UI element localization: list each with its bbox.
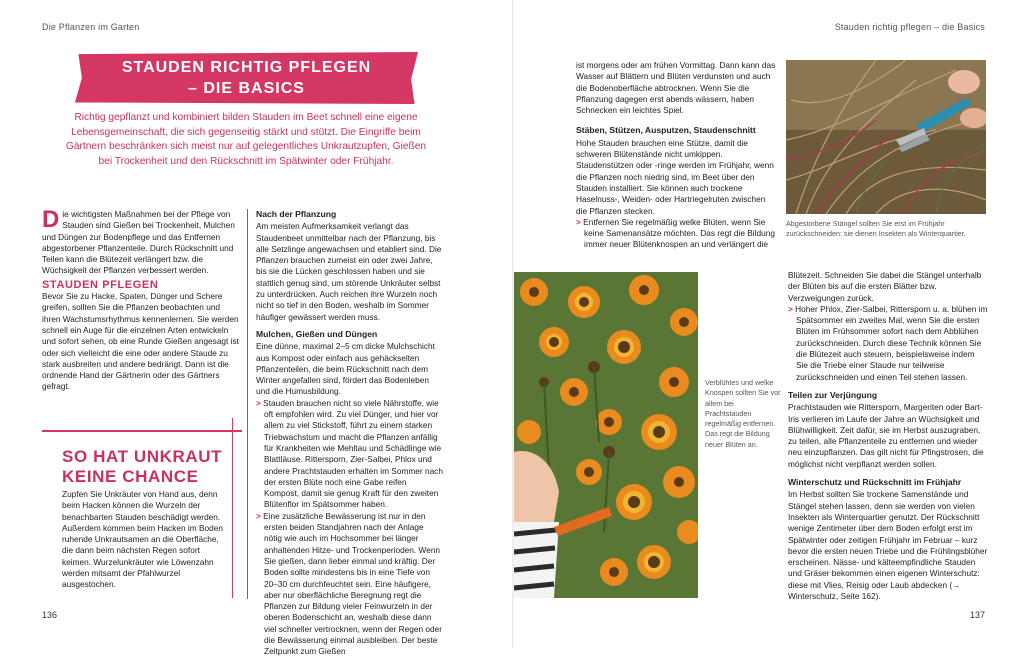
heading-nach-der-pflanzung: Nach der Pflanzung bbox=[256, 209, 337, 219]
heading-mulchen: Mulchen, Gießen und Düngen bbox=[256, 328, 378, 339]
tip-box-text: Zupfen Sie Unkräuter von Hand aus, denn beim Hacken können die Wurzeln der benachbarten Stauden beschädigt werden. Außerdem kommen beim Hacken im Boden ruhende Unkrautsamen an die Oberfläche, die dann beim nächsten Regen sofort keimen. Wurzelunkräuter wie Löwenzahn werden mitsamt der Pfahlwurzel ausgestochen. bbox=[62, 489, 223, 590]
col3-paragraph-1: ist morgens oder am frühen Vormittag. Dann kann das Wasser auf Blättern und Blüten verdunsten und auch die Bodenoberfläche abtrocknen. Wenn Sie die Pflanzung dagegen erst abends wässern, haben Schnecken ein leichtes Spiel. bbox=[576, 60, 776, 116]
col4-paragraph-2: Prachtstauden wie Rittersporn, Margeriten oder Bart-Iris verlieren im Laufe der Jahre an Wüchsigkeit und Blühwilligkeit. Zeit dafür, sie im Herbst auszugraben, zu teilen, alle Pflanzenteile zu entfernen und wieder neu einzupflanzen. Das gilt nicht für Pfingstrosen, die möglichst nicht verpflanzt werden sollen. bbox=[788, 402, 984, 469]
tip-box-heading bbox=[62, 447, 242, 487]
column-divider bbox=[247, 209, 248, 599]
col4-paragraph-3: Im Herbst sollten Sie trockene Samenstände und Stängel stehen lassen, denn sie werden von vielen Insekten als Winterquartier genutzt. Der Rückschnitt wenige Zentimeter über dem Boden erfolgt erst im Spätwinter oder zeitigen Frühjahr im Februar – kurz bevor die ersten neuen Triebe und die Frühlingsblüher erscheinen. Nässe- und kälteempfindliche Stauden und Gräser bekommen einen eigenen Winterschutz: diese mit Vlies, Reisig oder Laub abdecken (→ Winterschutz, Seite 162). bbox=[788, 489, 988, 602]
intro-text: Richtig gepflanzt und kombiniert bilden Stauden im Beet schnell eine eigene Lebensgemeinschaft, die sich gegenseitig stärkt und stützt. Die Eingriffe beim Gärtnern beschränken sich meist nur auf gelegentliches Unkrautzupfen, Gießen bei Trockenheit und den Rückschnitt im Spätwinter oder Frühjahr. bbox=[65, 112, 427, 167]
drop-cap: D bbox=[42, 206, 60, 233]
col1-paragraph-1: ie wichtigsten Maßnahmen bei der Pflege von Stauden sind Gießen bei Trockenheit, Mulchen und Düngen zur Bodenpflege und das Entfernen abgestorbener Pflanzenteile. Durch Rückschnitt und Teilen kann die Blütezeit verlängert bzw. die Wüchsigkeit der Pflanzen verbessert werden. bbox=[42, 209, 235, 276]
bullet-item: > Stauden brauchen nicht so viele Nährstoffe, wie oft empfohlen wird. Zu viel Dünger, und hier vor allem zu viel Stickstoff, führt zu einem starken Triebwachstum und macht die Pflanzen anfällig für Krankheiten wie Mehltau und Schädlinge wie Blattläuse. Rittersporn, Zier-Salbei, Phlox und andere Prachtstauden erhalten im Sommer nach der ersten Blüte noch eine Gabe reifen Kompost, damit sie genug Kraft für den zweiten Blütenflor im Spätsommer haben. bbox=[256, 397, 443, 510]
bullet-item: > Entfernen Sie regelmäßig welke Blüten, wenn Sie keine Samenansätze möchten. Das regt die Bildung immer neuer Blütenknospen an und verlängert die bbox=[576, 216, 775, 250]
column-2 bbox=[256, 209, 443, 658]
tip-box-top-rule bbox=[42, 430, 242, 432]
running-head-right: Stauden richtig pflegen – die Basics bbox=[834, 22, 985, 32]
page-number-right: 137 bbox=[969, 610, 985, 620]
col4-paragraph-1: Blütezeit. Schneiden Sie dabei die Stängel unterhalb der Blüten bis auf die ersten Blätter bzw. Verzweigungen zurück. bbox=[788, 270, 982, 303]
col1-paragraph-2: Bevor Sie zu Hacke, Spaten, Dünger und Schere greifen, sollten Sie die Pflanzen beobachten und ihren Wachstumsrhythmus kennenlernen. Sie werden schnell ein Auge für die einzelnen Arten entwickeln und sofort sehen, ob eine Runde Gießen angesagt ist oder sich vielleicht die eine oder andere Staude zu stark ausbreiten und andere bedrängt. Dann ist die ordnende Hand der Gärtnerin oder des Gärtners gefragt. bbox=[42, 291, 239, 392]
heading-winterschutz: Winterschutz und Rückschnitt im Frühjahr bbox=[788, 477, 962, 488]
photo-pruning-grasses bbox=[786, 60, 986, 214]
running-head-left: Die Pflanzen im Garten bbox=[42, 22, 140, 32]
photo-helenium-deadheading bbox=[514, 272, 698, 598]
page-number-left: 136 bbox=[42, 610, 58, 620]
tip-box-heading-line2: KEINE CHANCE bbox=[62, 467, 199, 486]
photo-caption-side: Verblühtes und welke Knospen sollten Sie vor allem bei Prachtstauden regelmäßig entfernen. Das regt die Bildung neuer Blüten an. bbox=[705, 378, 781, 449]
column-3 bbox=[576, 60, 776, 251]
photo-caption-top: Abgestorbene Stängel sollten Sie erst im Frühjahr zurückschneiden: sie dienen Insekten als Winterquartier. bbox=[786, 219, 966, 239]
heading-teilen: Teilen zur Verjüngung bbox=[788, 389, 878, 400]
col3-paragraph-2: Hohe Stauden brauchen eine Stütze, damit die schweren Blütenstände nicht umkippen. Staudenstützen oder -ringe werden im Frühjahr, wenn die Pflanzen noch niedrig sind, im Beet über den Stauden installiert. Sie können auch trockene Haselnuss-, Weiden- oder Hartriegelruten zwischen die Pflanzen stecken. bbox=[576, 137, 774, 216]
bullet-item: > Hoher Phlox, Zier-Salbei, Rittersporn u. a. blühen im Spätsommer ein zweites Mal, wenn Sie die ersten Blüten im Frühsommer sofort nach dem Abblühen zurückschneiden. Durch diese Technik können Sie die Blütezeit auch steuern, beispielsweise indem Sie die Triebe einer Staude nur teilweise zurückschneiden und einen Teil stehen lassen. bbox=[788, 303, 988, 382]
flower-photo-illustration bbox=[514, 272, 698, 598]
tip-box-heading-line1: SO HAT UNKRAUT bbox=[62, 447, 223, 466]
pruning-photo-illustration bbox=[786, 60, 986, 214]
section-heading-stauden-pflegen: STAUDEN PFLEGEN bbox=[42, 278, 159, 291]
column-1 bbox=[42, 206, 239, 393]
col2-paragraph-1: Am meisten Aufmerksamkeit verlangt das Staudenbeet unmittelbar nach der Pflanzung, bis alle Setzlinge angewachsen und etabliert sind. Die Pflanzen brauchen zumeist ein oder zwei Jahre, bis sie die Lücken geschlossen haben und sie stattlich genug sind, um störende Unkräuter selbst zu unterdrücken. Auch reichen ihre Wurzeln noch nicht so tief in den Boden, weshalb im Sommer häufiger gewässert werden muss. bbox=[256, 221, 442, 322]
bullet-item: > Eine zusätzliche Bewässerung ist nur in den ersten beiden Standjahren nach der Anlage nötig wie auch im Hochsommer bei länger anhaltenden Hitze- und Trockenperioden. Wenn Sie gießen, dann lieber einmal und kräftig. Der Boden sollte mindestens bis in eine Tiefe von 20–30 cm durchfeuchtet sein. Eine häufigere, aber nur oberflächliche Beregnung regt die Pflanzen zur Bildung vieler Feinwurzeln in der oberen Bodenschicht an, weshalb diese dann viel schneller vertrocknen, wenn der Regen oder die Bewässerung einmal ausbleiben. Der beste Zeitpunkt zum Gießen bbox=[256, 510, 443, 657]
tip-box-side-rule bbox=[232, 418, 233, 598]
heading-staeben-stuetzen: Stäben, Stützen, Ausputzen, Staudenschnitt bbox=[576, 125, 756, 136]
page-title-line2: – DIE BASICS bbox=[188, 80, 305, 97]
page-title-line1: STAUDEN RICHTIG PFLEGEN bbox=[121, 59, 372, 76]
column-4 bbox=[788, 270, 988, 602]
col2-paragraph-2: Eine dünne, maximal 2–5 cm dicke Mulchschicht aus Kompost oder einfach aus gehäckselten Pflanzenteilen, die beim Rückschnitt nach dem Winter angefallen sind, fördert das Bodenleben und die Humusbildung. bbox=[256, 341, 435, 397]
